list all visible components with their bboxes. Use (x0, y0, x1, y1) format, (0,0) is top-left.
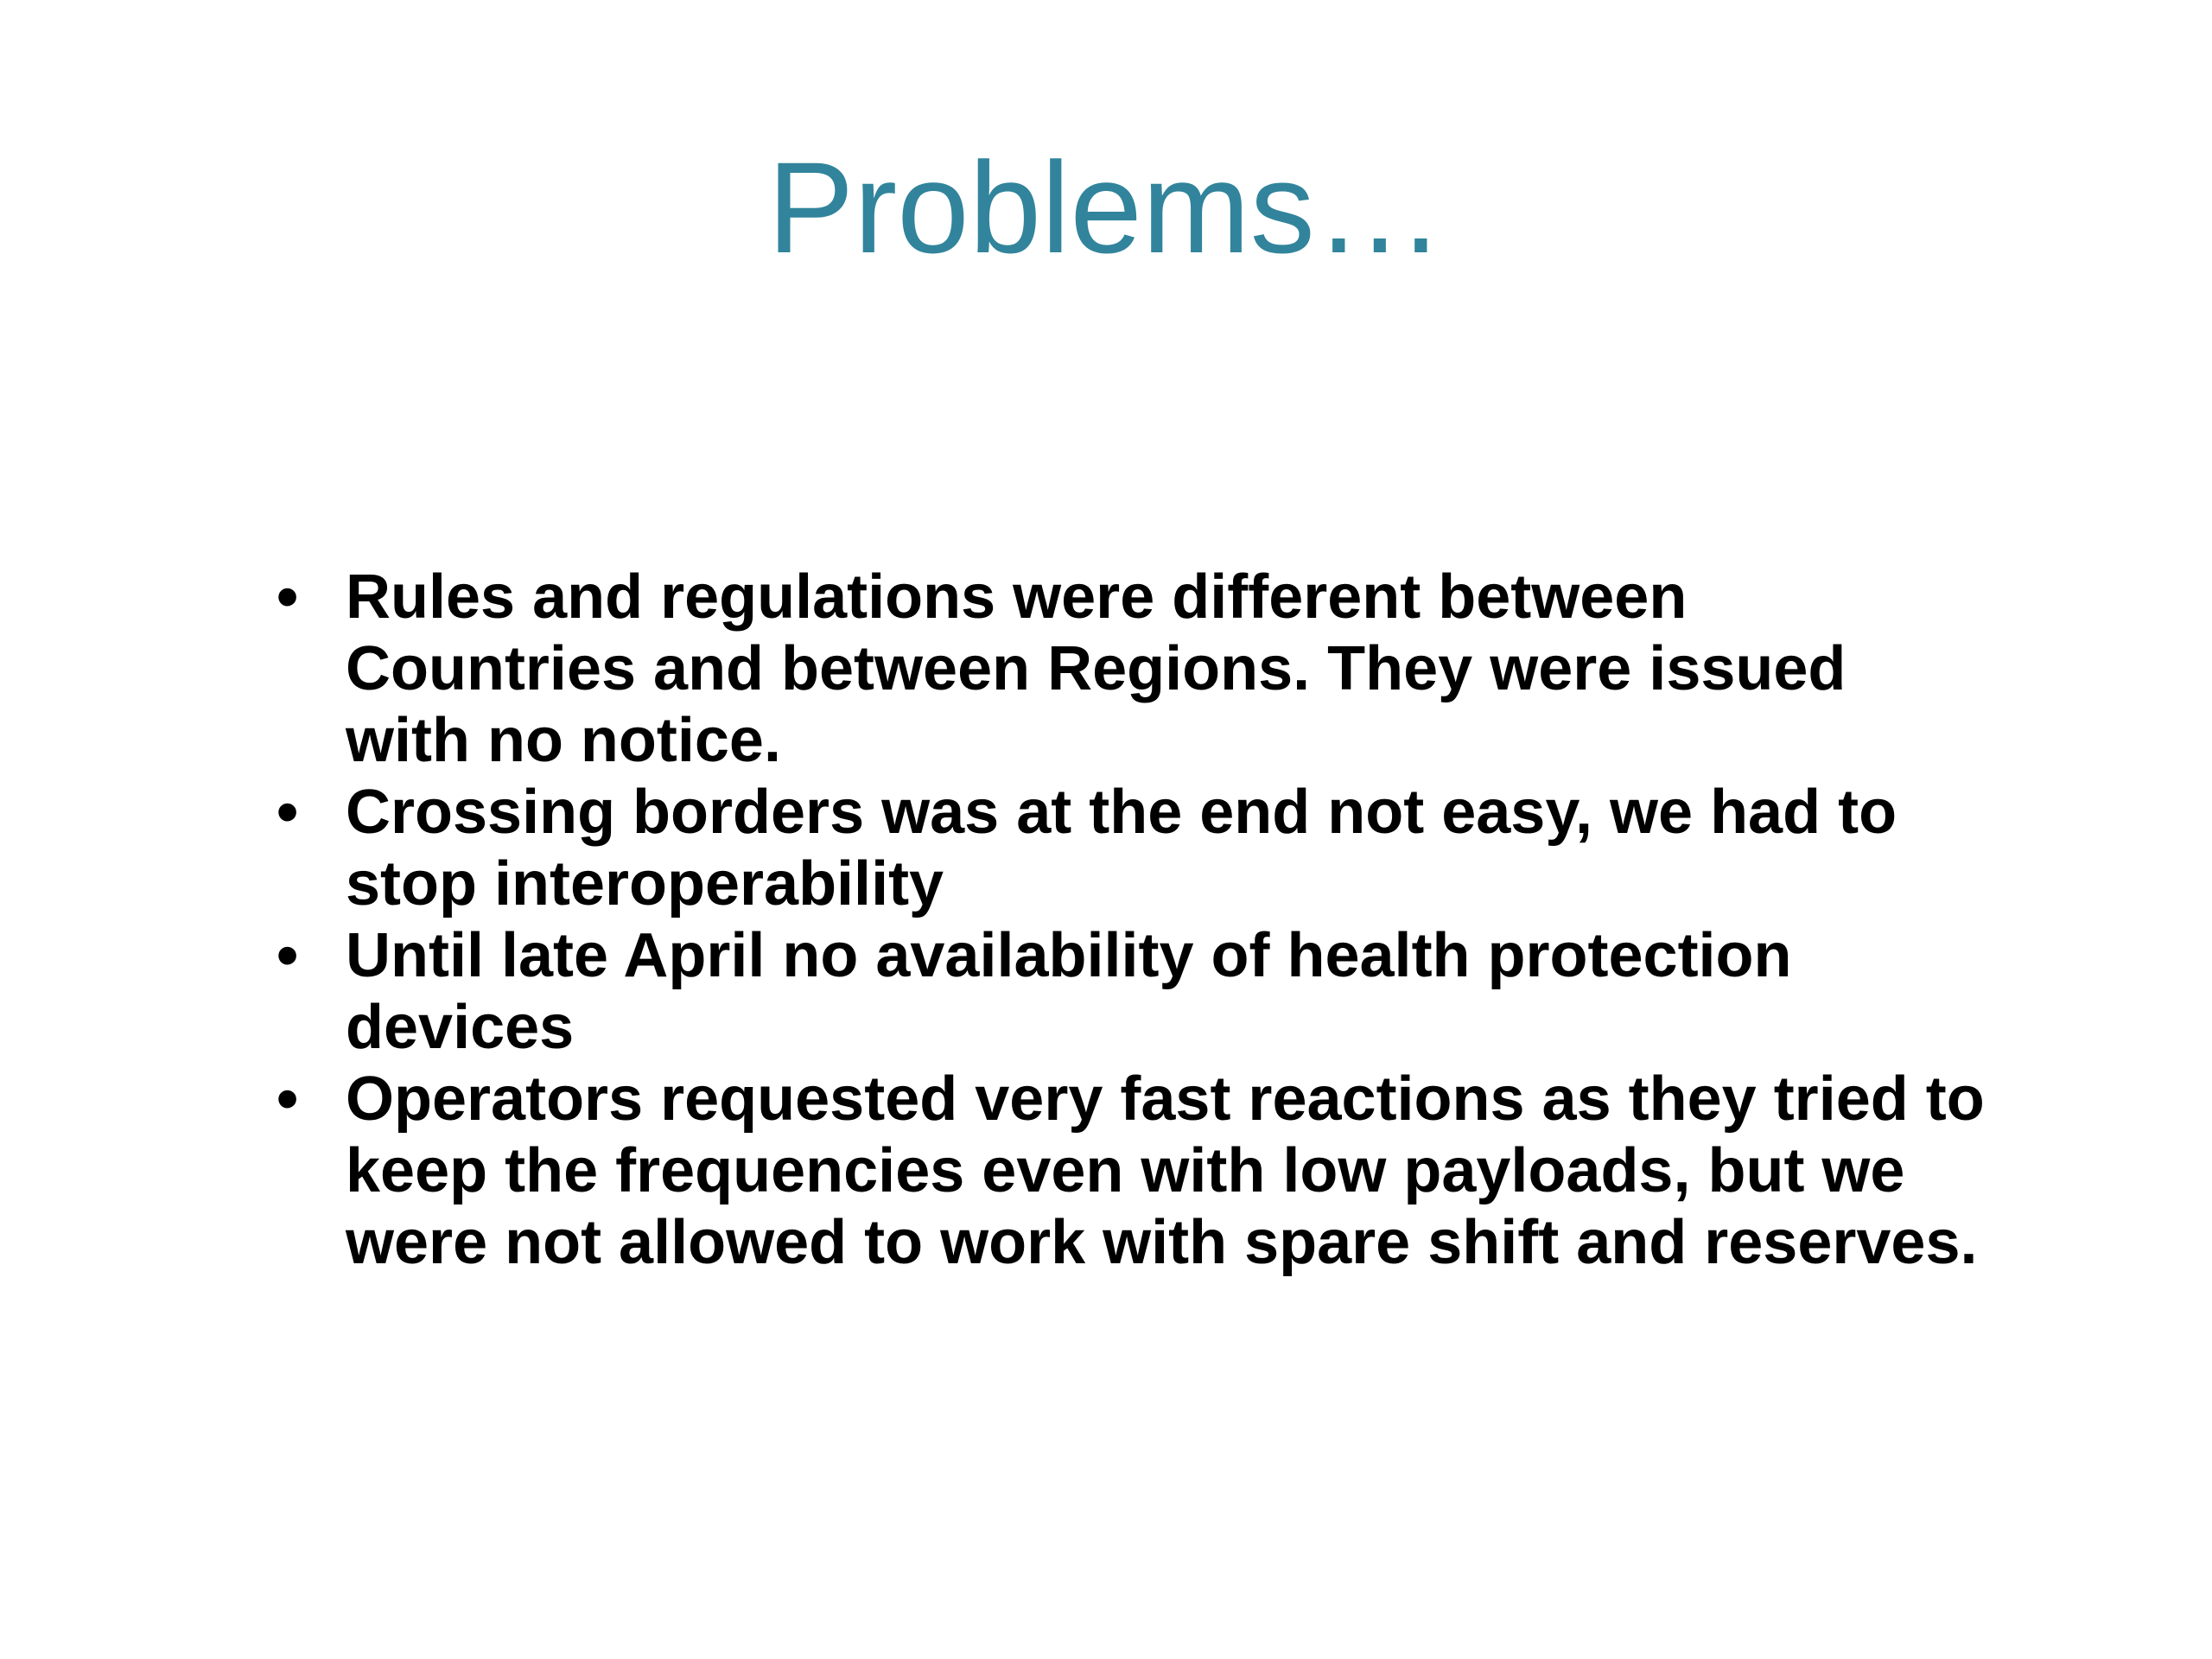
bullet-dot-icon: • (276, 921, 299, 990)
bullet-dot-icon: • (276, 1065, 299, 1134)
slide-title: Problems… (767, 135, 1445, 280)
bullet-text: Until late April no availability of health protection devices (346, 921, 1792, 1062)
bullet-text: Operators requested very fast reactions as they tried to keep the frequencies even with low payloads, but we were not allowed to work with spare shift and reserves. (346, 1065, 1985, 1277)
bullet-dot-icon: • (276, 778, 299, 847)
bullet-item (276, 562, 1987, 777)
bullet-text: Crossing borders was at the end not easy, we had to stop interoperability (346, 778, 1897, 918)
bullet-dot-icon: • (276, 563, 299, 632)
bullet-item (276, 777, 1987, 920)
bullet-text: Rules and regulations were different between Countries and between Regions. They were issued with no notice. (346, 563, 1847, 775)
bullet-item (276, 920, 1987, 1064)
bullet-list (276, 562, 1987, 1279)
bullet-item (276, 1064, 1987, 1279)
